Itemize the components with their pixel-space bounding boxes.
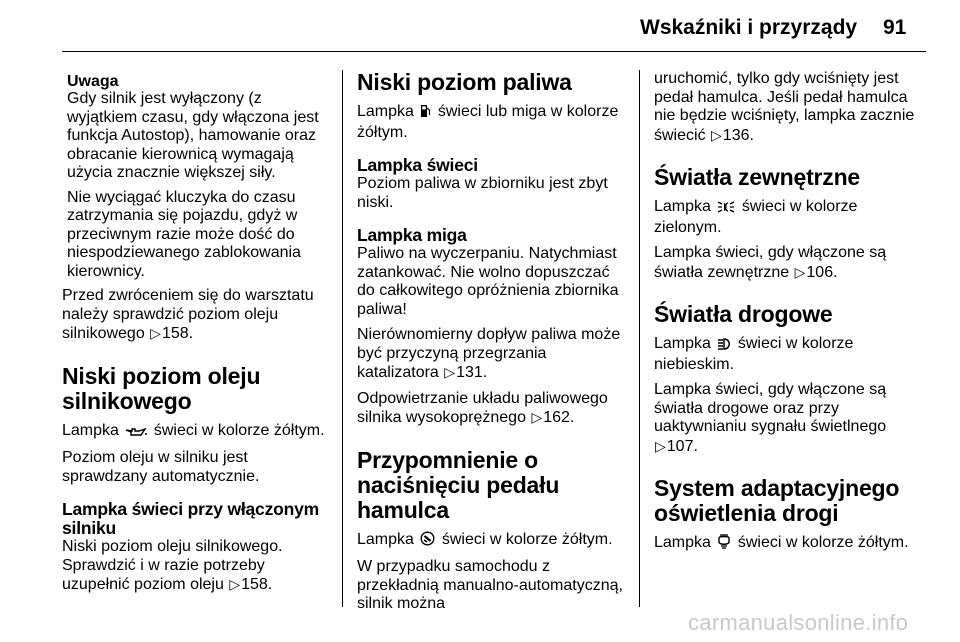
paragraph-text: świeci w kolorze żółtym. <box>737 534 909 551</box>
paragraph-text: Lampka <box>357 530 414 548</box>
column-divider <box>639 70 640 607</box>
paragraph <box>357 390 627 428</box>
paragraph-text: Lampka świeci, gdy włączone są światła zewnętrzne <box>654 244 887 281</box>
heading-adaptive-lighting: System adaptacyjnego oświetlenia drogi <box>654 475 900 526</box>
paragraph <box>654 70 924 145</box>
note-paragraph: Nie wyciągać kluczyka do czasu zatrzymania się pojazdu, gdyż w przeciwnym razie może dość do niespodziewanego zablokowania kierownicy. <box>67 188 301 280</box>
adaptive-lighting-icon <box>717 534 731 555</box>
paragraph-text: Lampka <box>62 421 119 439</box>
paragraph-text: Lampka <box>654 335 711 352</box>
watermark: carmanualsonline.info <box>688 610 909 635</box>
reference-arrow-icon: ▷ <box>531 409 543 425</box>
paragraph <box>62 538 332 595</box>
paragraph: Poziom paliwa w zbiorniku jest zbyt niski. <box>357 175 608 211</box>
heading-low-fuel: Niski poziom paliwa <box>357 69 572 95</box>
paragraph-text: Odpowietrzanie układu paliwowego silnika wysokoprężnego <box>357 389 608 426</box>
paragraph: W przypadku samochodu z przekładnią manualno-automatyczną, silnik można <box>357 558 623 612</box>
paragraph-text: świeci lub miga w kolorze żółtym. <box>357 103 619 141</box>
paragraph <box>357 103 627 142</box>
paragraph <box>654 335 924 374</box>
reference-arrow-icon: ▷ <box>150 325 161 341</box>
subheading-oil-lit: Lampka świeci przy włączonym silniku <box>62 499 320 538</box>
column-3 <box>654 70 924 562</box>
fuel-pump-icon <box>420 104 431 124</box>
paragraph-text: świeci w kolorze żółtym. <box>153 421 325 439</box>
heading-brake-reminder: Przypomnienie o naciśnięciu pedału hamulca <box>357 446 560 523</box>
note-title: Uwaga <box>67 73 119 90</box>
reference-arrow-icon: ▷ <box>229 576 241 592</box>
page-reference[interactable]: 106. <box>806 263 838 281</box>
reference-arrow-icon: ▷ <box>711 126 722 143</box>
paragraph-text: Lampka <box>357 103 414 120</box>
paragraph-text: Lampka <box>654 534 711 551</box>
note-box <box>62 74 332 281</box>
reference-arrow-icon: ▷ <box>444 364 456 380</box>
paragraph-text: świeci w kolorze zielonym. <box>654 198 858 236</box>
heading-exterior-lights: Światła zewnętrzne <box>654 164 861 190</box>
paragraph <box>654 534 924 555</box>
reference-arrow-icon: ▷ <box>794 263 806 280</box>
section-title: Wskaźniki i przyrządy <box>640 16 858 39</box>
paragraph <box>62 287 332 344</box>
paragraph <box>62 422 332 443</box>
page-reference[interactable]: 136. <box>722 126 754 144</box>
page-number: 91 <box>883 16 907 39</box>
paragraph <box>357 326 627 383</box>
subheading-lamp-lit: Lampka świeci <box>357 155 478 175</box>
high-beam-icon <box>717 337 731 356</box>
page-reference[interactable]: 158. <box>161 325 194 342</box>
reference-arrow-icon: ▷ <box>655 437 666 454</box>
paragraph-text: uruchomić, tylko gdy wciśnięty jest pedał hamulca. Jeśli pedał hamulca nie będzie wciśnięty, lampka zacznie świecić <box>654 70 915 144</box>
header-rule <box>62 51 926 52</box>
column-1 <box>62 70 332 602</box>
paragraph-text: świeci w kolorze żółtym. <box>441 530 613 548</box>
brake-pedal-icon <box>420 531 435 552</box>
paragraph-text: świeci w kolorze niebieskim. <box>654 335 854 373</box>
page-reference[interactable]: 158. <box>241 576 273 593</box>
paragraph <box>654 198 924 237</box>
paragraph <box>654 381 924 456</box>
heading-high-beam: Światła drogowe <box>654 301 833 327</box>
oil-pressure-icon <box>125 424 147 443</box>
paragraph-text: Lampka świeci, gdy włączone są światła drogowe oraz przy uaktywnianiu sygnału świetlnego <box>654 381 887 435</box>
page-header <box>0 0 960 60</box>
heading-low-oil: Niski poziom oleju silnikowego <box>62 362 261 414</box>
exterior-lights-icon <box>717 200 735 219</box>
page-reference[interactable]: 162. <box>543 409 575 426</box>
paragraph-text: Nierównomierny dopływ paliwa może być przyczyną przegrzania katalizatora <box>357 326 621 381</box>
paragraph: Poziom oleju w silniku jest sprawdzany automatycznie. <box>62 449 260 485</box>
page-reference[interactable]: 131. <box>456 364 488 381</box>
paragraph-text: Przed zwróceniem się do warsztatu należy sprawdzić poziom oleju silnikowego <box>62 287 314 342</box>
column-divider <box>342 70 343 607</box>
column-2 <box>357 70 627 621</box>
paragraph <box>654 244 924 282</box>
subheading-lamp-blinks: Lampka miga <box>357 225 467 245</box>
paragraph: Paliwo na wyczerpaniu. Natychmiast zatankować. Nie wolno dopuszczać do całkowitego opróżnienia zbiornika paliwa! <box>357 245 619 318</box>
paragraph-text: Lampka <box>654 198 711 215</box>
page-reference[interactable]: 107. <box>666 437 698 455</box>
paragraph-text: Niski poziom oleju silnikowego. Sprawdzić i w razie potrzeby uzupełnić poziom oleju <box>62 538 283 593</box>
paragraph <box>357 531 627 552</box>
note-paragraph: Gdy silnik jest wyłączony (z wyjątkiem czasu, gdy włączona jest funkcja Autostop), hamowanie oraz obracanie kierownicą wymagają użycia znacznie większej siły. <box>67 90 319 181</box>
